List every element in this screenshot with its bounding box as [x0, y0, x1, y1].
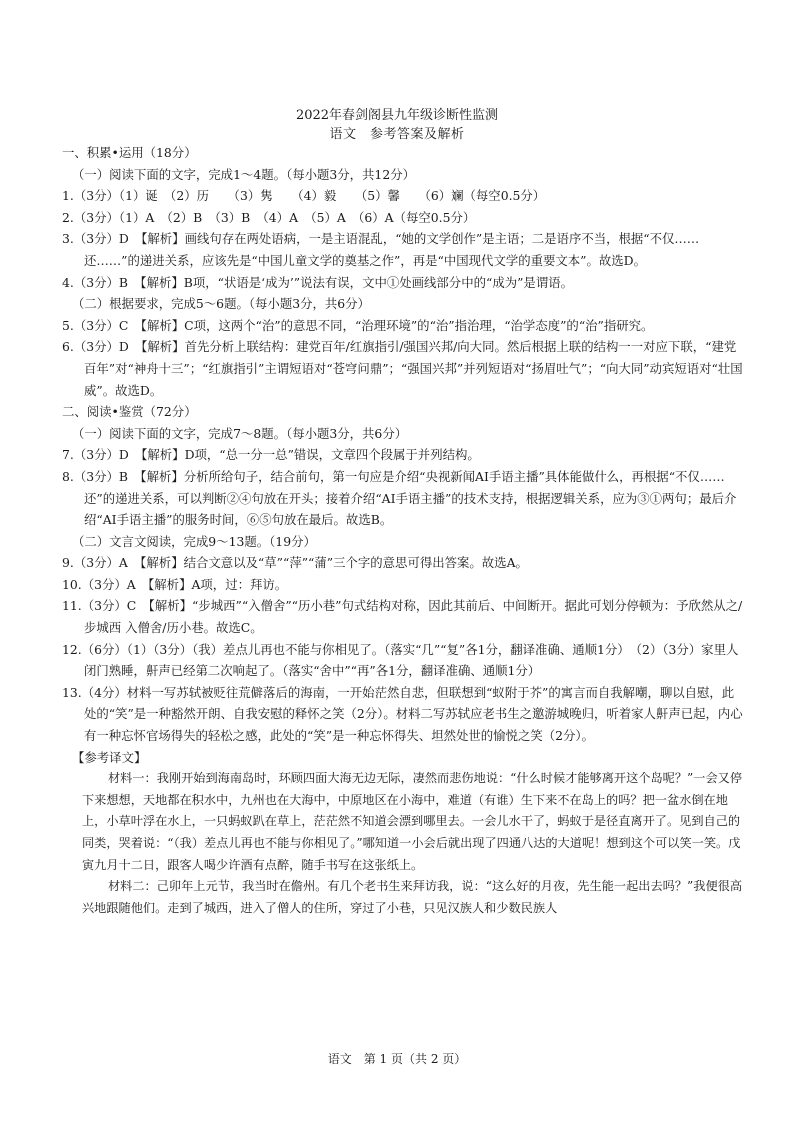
subsection-heading: （一）阅读下面的文字，完成7～8题。（每小题3分，共6分）	[72, 425, 408, 441]
answer-item: 5.（3分）C 【解析】C项，这两个“治”的意思不同，“治理环境”的“治”指治理，“治学态度”的“治”指研究。	[62, 317, 654, 333]
answer-item: 12.（6分）（1）（3分）（我）差点儿再也不能与你相见了。（落实“几”“复”各1分，翻译准确、通顺1分） （2）（3分）家里人闭门熟睡，鼾声已经第二次响起了。（落实“舍中”“再”各1分，翻译准确、通顺1分）	[62, 641, 739, 679]
subsection-heading: 【参考译文】	[72, 749, 147, 765]
document-subtitle: 语文 参考答案及解析	[329, 127, 465, 142]
answer-item: 1.（3分）（1）诞 （2）历 （3）隽 （4）毅 （5）馨 （6）斓（每空0.5分）	[62, 188, 546, 204]
answer-item: 8.（3分）B 【解析】分析所给句子，结合前句，第一句应是介绍“央视新闻AI手语主播”具体能做什么，再根据“不仅……还”的递进关系，可以判断②④句放在开头；接着介绍“AI手语主播”的技术支持，根据逻辑关系，应为③①两句；最后介绍“AI手语主播”的服务时间，⑥⑤句放在最后。故选B。	[62, 468, 737, 528]
answer-item: 10.（3分）A 【解析】A项，过：拜访。	[62, 576, 288, 592]
answer-item: 13.（4分）材料一写苏轼被贬往荒僻落后的海南，一开始茫然自悲，但联想到“蚁附于芥”的寓言而自我解嘲，聊以自慰，此处的“笑”是一种豁然开朗、自我安慰的释怀之笑（2分）。材料二写苏轼应老书生之邀游城晚归，听着家人鼾声已起，内心有一种忘怀官场得失的轻松之感，此处的“笑”是一种忘怀得失、坦然处世的愉悦之笑（2分）。	[62, 684, 743, 744]
subsection-heading: （二）文言文阅读，完成9～13题。（19分）	[72, 533, 316, 549]
page-footer: 语文 第 1 页（共 2 页）	[327, 1052, 467, 1066]
section-heading: 二、阅读•鉴赏（72分）	[62, 404, 197, 420]
answer-item: 2.（3分）（1）A （2）B （3）B （4）A （5）A （6）A（每空0.5分）	[62, 209, 476, 225]
translation-paragraph: 材料二：己卯年上元节，我当时在儋州。有几个老书生来拜访我，说：“这么好的月夜，先生能一起出去吗？”我便很高兴地跟随他们。走到了城西，进入了僧人的住所，穿过了小巷，只见汉族人和少数民族人	[82, 879, 743, 915]
answer-item: 6.（3分）D 【解析】首先分析上联结构：建党百年/红旗指引/强国兴邦/向大同。然后根据上联的结构一一对应下联，“建党百年”对“神舟十三”；“红旗指引”主谓短语对“苍穹问鼎”；“强国兴邦”并列短语对“扬眉吐气”；“向大同”动宾短语对“壮国威”。故选D。	[62, 339, 743, 398]
translation-paragraph: 材料一：我刚开始到海南岛时，环顾四面大海无边无际，凄然而悲伤地说：“什么时候才能够离开这个岛呢？”一会又停下来想想，天地都在积水中，九州也在大海中，中原地区在小海中，难道（有谁）生下来不在岛上的吗？把一盆水倒在地上，小草叶浮在水上，一只蚂蚁趴在草上，茫茫然不知道会漂到哪里去。一会儿水干了，蚂蚁于是径直离开了。见到自己的同类，哭着说：“（我）差点儿再也不能与你相见了。”哪知道一小会后就出现了四通八达的大道呢！想到这个可以笑一笑。戊寅九月十二日，跟客人喝少许酒有点醉，随手书写在这张纸上。	[82, 771, 743, 872]
document-title: 2022年春剑阁县九年级诊断性监测	[295, 108, 499, 123]
section-heading: 一、积累•运用（18分）	[62, 145, 197, 160]
answer-item: 4.（3分）B 【解析】B项，“状语是‘成为’”说法有误，文中①处画线部分中的“成为”是谓语。	[62, 274, 573, 290]
answer-list	[62, 142, 746, 768]
subsection-heading: （一）阅读下面的文字，完成1～4题。（每小题3分，共12分）	[72, 166, 415, 182]
reference-translation	[62, 768, 746, 919]
answer-content	[62, 142, 746, 919]
answer-item: 7.（3分）D 【解析】D项，“总一分一总”错误，文章四个段属于并列结构。	[62, 447, 480, 463]
answer-item: 9.（3分）A 【解析】结合文意以及“草”“萍”“蒲”三个字的意思可得出答案。故选A。	[62, 555, 528, 571]
answer-item: 11.（3分）C 【解析】“步城西”“入僧舍”“历小巷”句式结构对称，因此其前后、中间断开。据此可划分停顿为：予欣然从之/步城西 入僧舍/历小巷。故选C。	[62, 598, 743, 636]
subsection-heading: （二）根据要求，完成5～6题。（每小题3分，共6分）	[72, 296, 370, 312]
answer-item: 3.（3分）D 【解析】画线句存在两处语病，一是主语混乱，“她的文学创作”是主语；二是语序不当，根据“不仅……还……”的递进关系，应该先是“中国儿童文学的奠基之作”，再是“中国现代文学的重要文本”。故选D。	[62, 231, 700, 268]
